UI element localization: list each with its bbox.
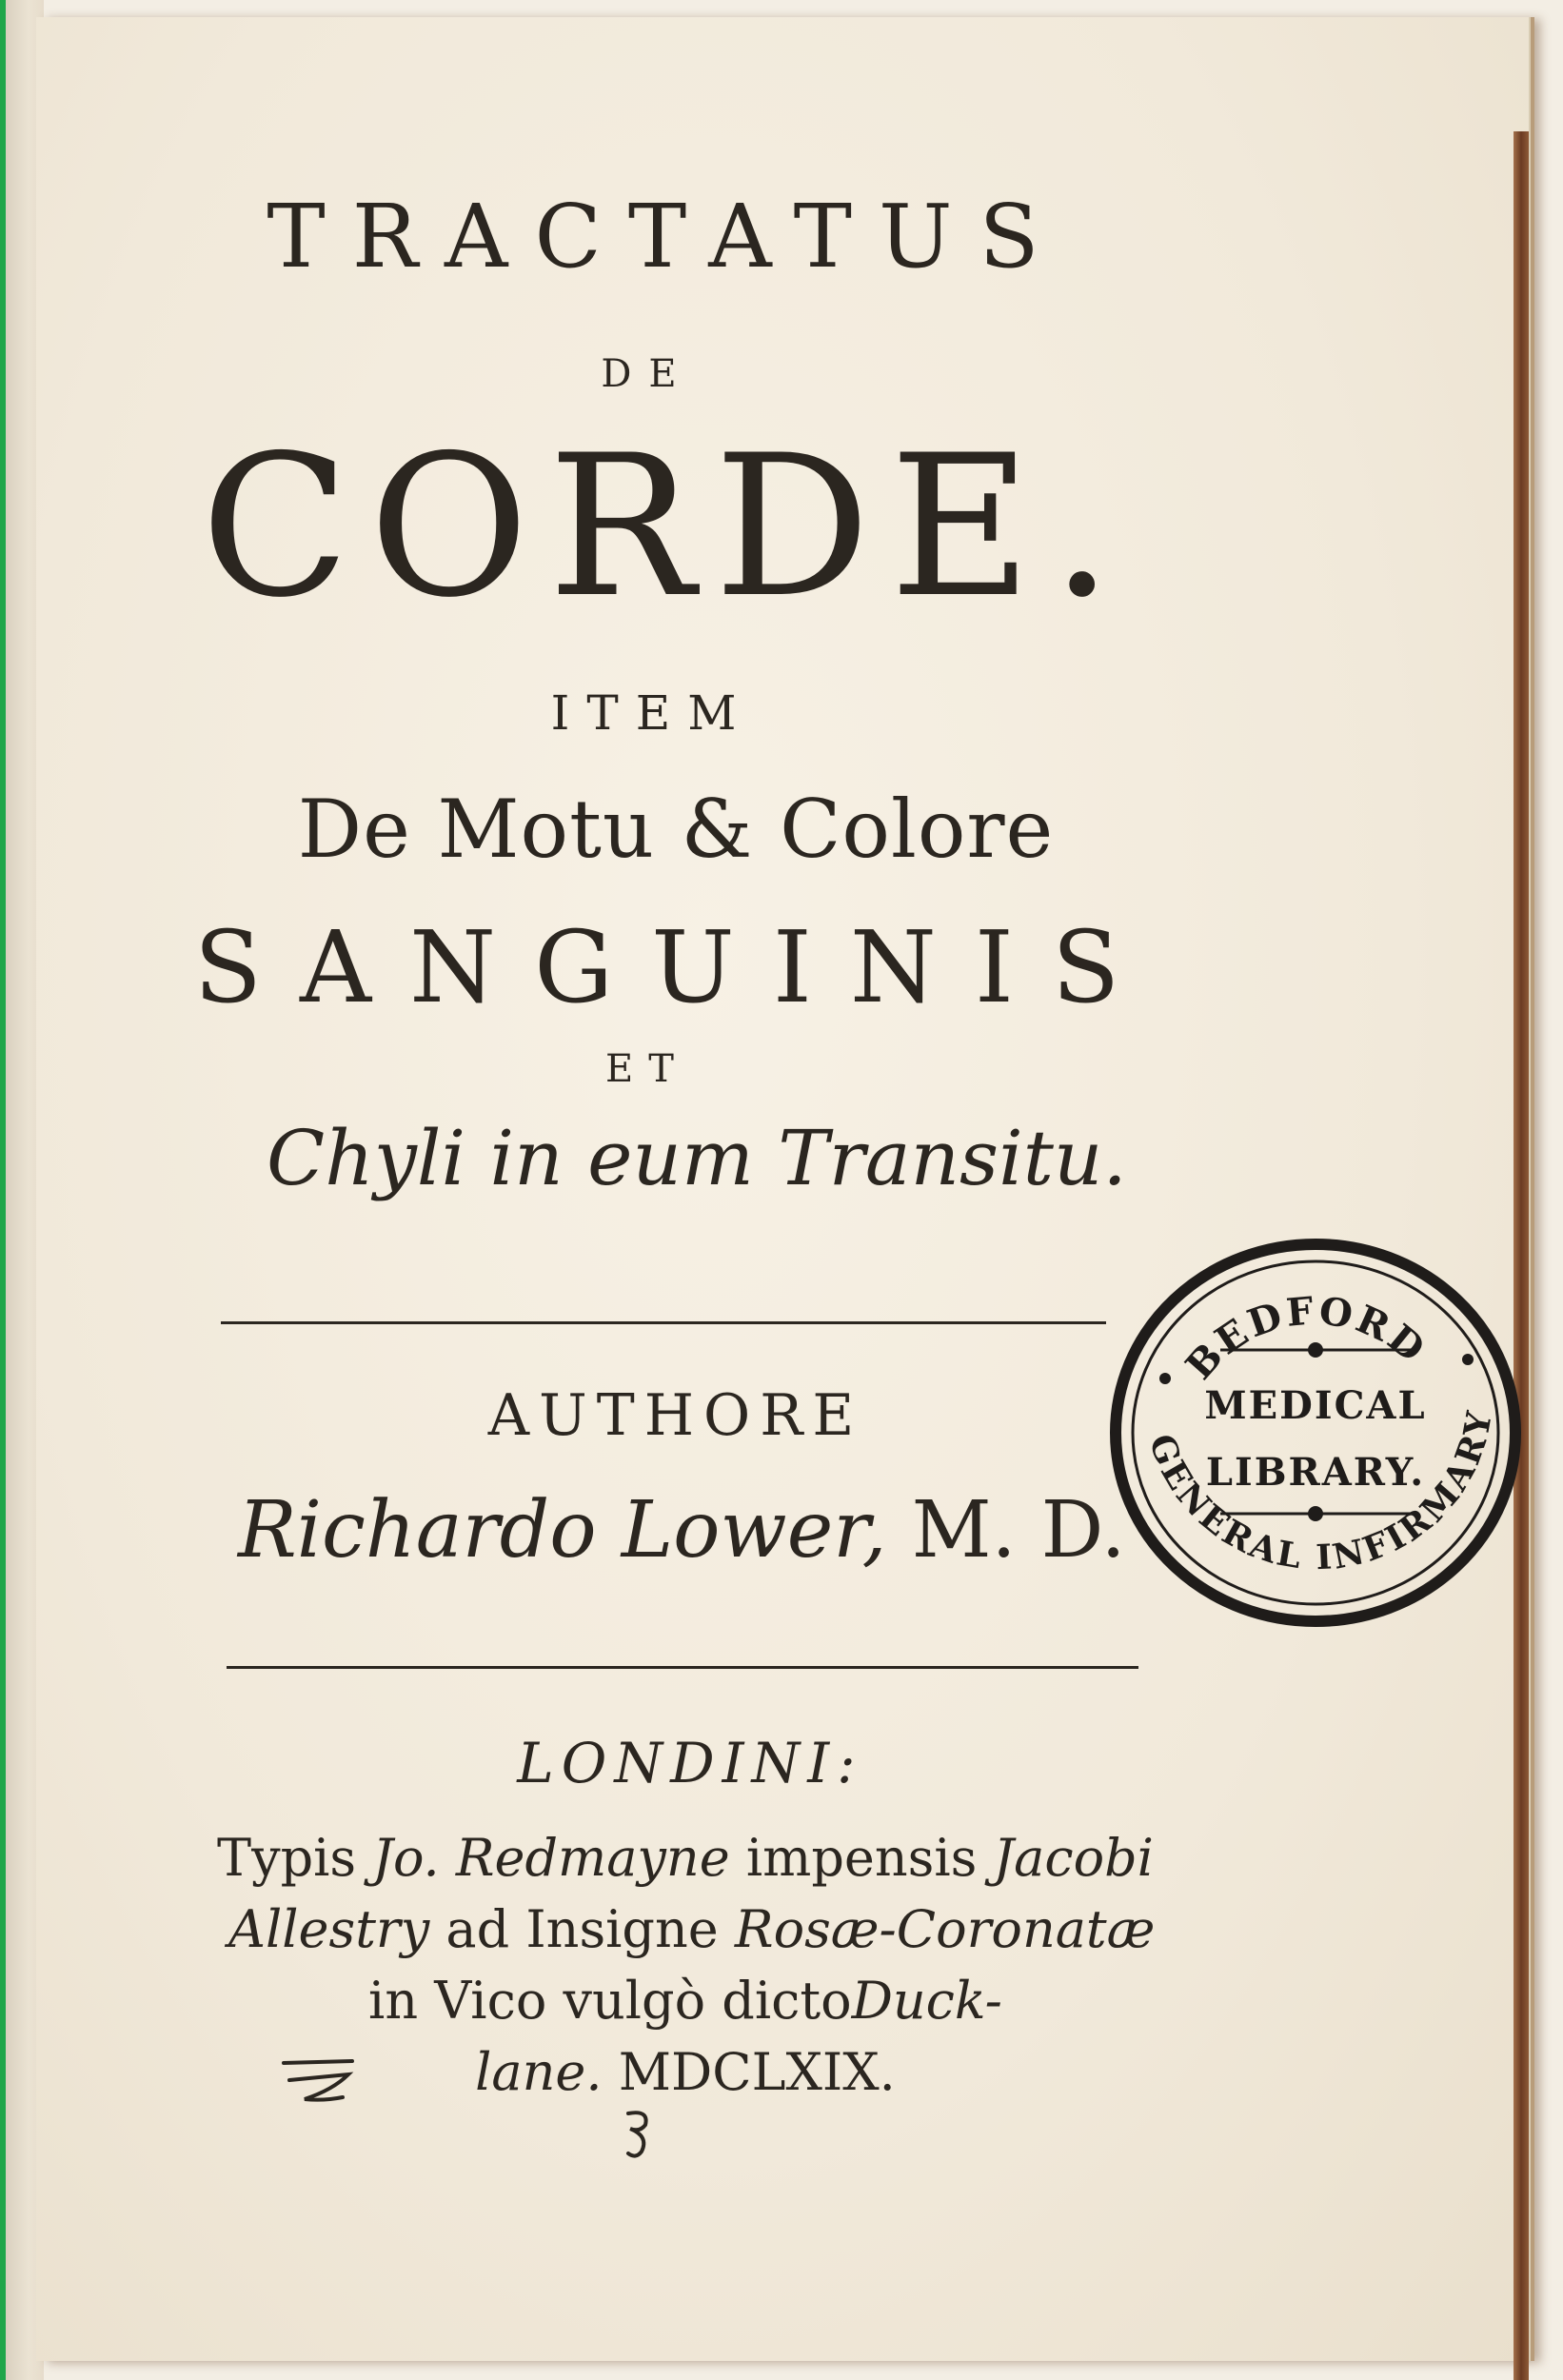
authore-label: AUTHORE (487, 1382, 864, 1449)
author-degree: M. D. (911, 1485, 1126, 1576)
imprint-line-4 (428, 2042, 942, 2102)
stamp-dot-right (1462, 1354, 1474, 1365)
stamp-dot-left (1159, 1373, 1171, 1384)
imprint-lane: lane. (475, 2042, 603, 2102)
title-corde: CORDE. (200, 414, 1133, 641)
imprint-rosae-coronatae: Rosæ-Coronatæ (734, 1899, 1156, 1959)
author-name (238, 1485, 1126, 1576)
handwritten-mark-bottom (621, 2104, 659, 2161)
subtitle-item: ITEM (550, 685, 754, 741)
library-stamp (1106, 1228, 1525, 1637)
stamp-bottom-text: GENERAL INFIRMARY (1140, 1405, 1501, 1578)
imprint-date: MDCLXIX. (618, 2042, 896, 2102)
subtitle-de-motu: De Motu & Colore (297, 783, 1055, 876)
subtitle-chyli: Chyli in eum Transitu. (267, 1114, 1127, 1202)
imprint-in-vico: in Vico vulgò dicto (368, 1971, 852, 2031)
imprint-duck: Duck- (851, 1971, 1002, 2031)
rule-upper (221, 1321, 1106, 1324)
subtitle-et: ET (605, 1047, 689, 1091)
imprint-place: LONDINI: (517, 1731, 863, 1795)
stamp-line-medical: MEDICAL (1204, 1383, 1427, 1428)
imprint-printer: Jo. Redmayne (372, 1828, 730, 1888)
handwritten-mark-left (276, 2052, 362, 2109)
title-tractatus: TRACTATUS (267, 186, 1066, 288)
imprint-typis: Typis (217, 1828, 357, 1888)
stamp-line-library: LIBRARY. (1205, 1450, 1426, 1495)
imprint-allestry: Allestry (228, 1899, 430, 1959)
title-de: DE (601, 352, 694, 396)
subtitle-sanguinis: SANGUINIS (193, 909, 1158, 1025)
imprint-jacobi: Jacobi (993, 1828, 1154, 1888)
imprint-ad-insigne: ad Insigne (445, 1899, 719, 1959)
stamp-ornament-bottom (1220, 1506, 1411, 1521)
stamp-top-text: BEDFORD (1177, 1288, 1435, 1389)
imprint-line-3 (324, 1971, 1047, 2031)
imprint-impensis: impensis (745, 1828, 978, 1888)
imprint-line-1 (209, 1828, 1161, 1888)
svg-text:BEDFORD (1177, 1288, 1434, 1388)
author-name-italic: Richardo Lower, (238, 1485, 887, 1576)
imprint-line-2 (228, 1899, 1156, 1959)
rule-lower (227, 1666, 1138, 1669)
